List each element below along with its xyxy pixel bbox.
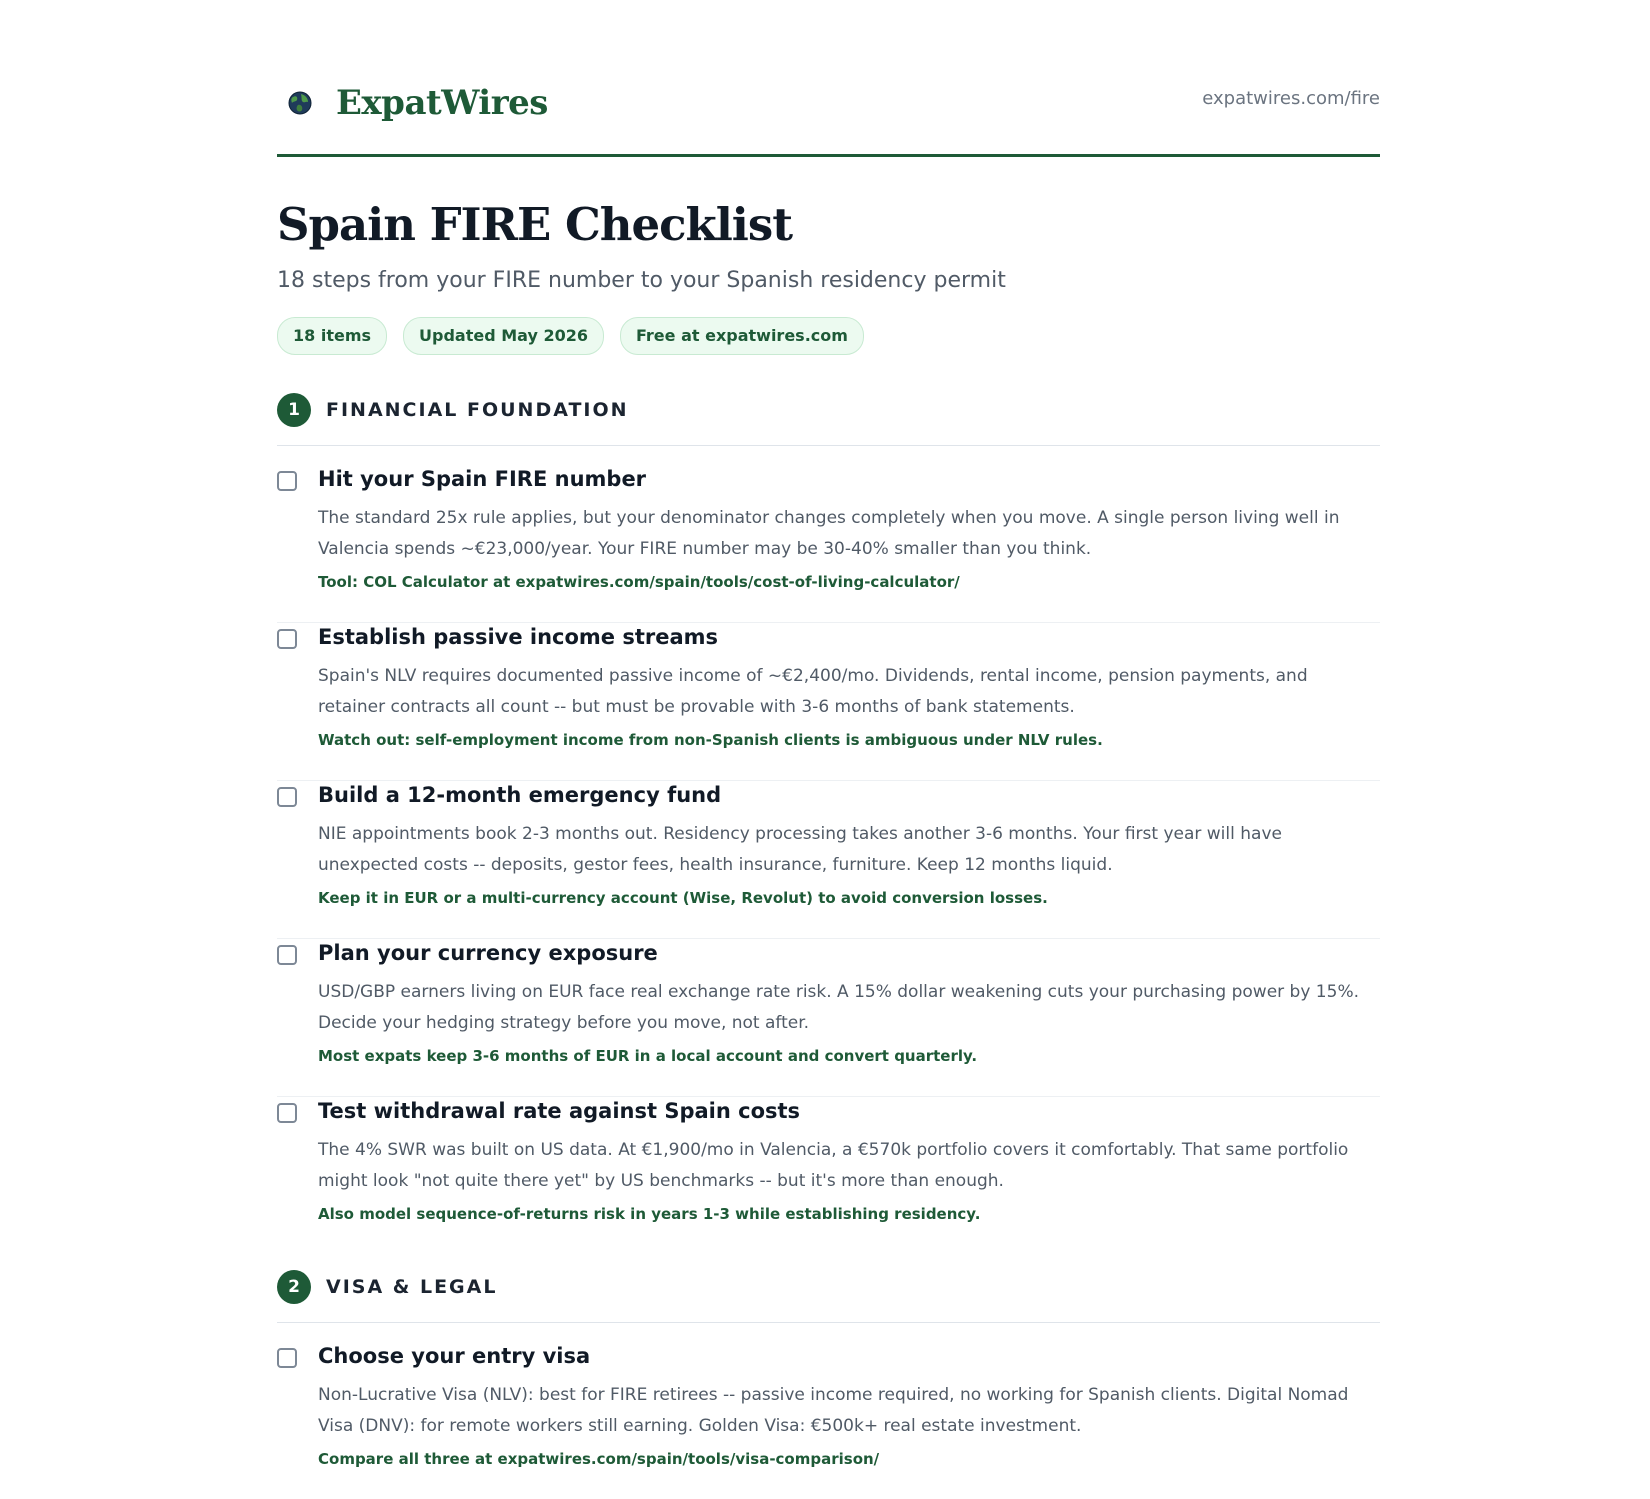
checklist-item — [277, 1097, 1380, 1254]
item-note: Tool: COL Calculator at expatwires.com/spain/tools/cost-of-living-calculator/ — [318, 573, 960, 591]
page-title: Spain FIRE Checklist — [277, 198, 793, 251]
globe-icon — [288, 91, 312, 115]
section-header — [277, 393, 1380, 446]
item-title: Plan your currency exposure — [318, 941, 658, 965]
item-description: Spain's NLV requires documented passive income of ~€2,400/mo. Dividends, rental income, pension payments, and retainer contracts all count -- but must be provable with 3-6 months of bank statements. — [318, 666, 1308, 717]
item-count-badge: 18 items — [277, 317, 387, 355]
section-title: VISA & LEGAL — [326, 1276, 498, 1298]
section-header — [277, 1270, 1380, 1323]
source-badge: Free at expatwires.com — [620, 317, 864, 355]
item-description: USD/GBP earners living on EUR face real exchange rate risk. A 15% dollar weakening cuts your purchasing power by 15%. Decide your hedging strategy before you move, not after. — [318, 982, 1360, 1033]
section-number: 2 — [277, 1270, 311, 1304]
item-description: NIE appointments book 2-3 months out. Residency processing takes another 3-6 months. Your first year will have unexpected costs -- deposits, gestor fees, health insurance, furniture. Keep 12 months liquid. — [318, 824, 1282, 875]
item-title: Build a 12-month emergency fund — [318, 783, 722, 807]
checkbox[interactable] — [277, 471, 297, 491]
checkbox[interactable] — [277, 1348, 297, 1368]
brand-name: ExpatWires — [336, 83, 548, 123]
section-financial-foundation — [277, 393, 1380, 1223]
checklist-item — [277, 623, 1380, 781]
item-note: Keep it in EUR or a multi-currency account (Wise, Revolut) to avoid conversion losses. — [318, 889, 1048, 907]
item-note: Watch out: self-employment income from non-Spanish clients is ambiguous under NLV rules. — [318, 731, 1103, 749]
checklist-item — [277, 939, 1380, 1097]
checkbox[interactable] — [277, 629, 297, 649]
checklist-item — [277, 1342, 1380, 1499]
checkbox[interactable] — [277, 945, 297, 965]
item-note: Most expats keep 3-6 months of EUR in a local account and convert quarterly. — [318, 1047, 978, 1065]
section-visa-legal — [277, 1270, 1380, 1468]
item-note: Compare all three at expatwires.com/spain/tools/visa-comparison/ — [318, 1450, 880, 1468]
updated-badge: Updated May 2026 — [403, 317, 604, 355]
meta-pills — [277, 317, 864, 355]
item-description: Non-Lucrative Visa (NLV): best for FIRE retirees -- passive income required, no working for Spanish clients. Digital Nomad Visa (DNV): for remote workers still earning. Golden Visa: €500k+ real estate investment. — [318, 1385, 1349, 1436]
section-number: 1 — [277, 393, 311, 427]
item-description: The standard 25x rule applies, but your denominator changes completely when you move. A single person living well in Valencia spends ~€23,000/year. Your FIRE number may be 30-40% smaller than you think. — [318, 508, 1340, 559]
checkbox[interactable] — [277, 787, 297, 807]
section-title: FINANCIAL FOUNDATION — [326, 399, 629, 421]
checklist-item — [277, 781, 1380, 939]
header-divider — [277, 154, 1380, 157]
checkbox[interactable] — [277, 1103, 297, 1123]
item-title: Establish passive income streams — [318, 625, 719, 649]
brand[interactable] — [277, 78, 548, 128]
item-title: Choose your entry visa — [318, 1344, 591, 1368]
page-subtitle: 18 steps from your FIRE number to your Spanish residency permit — [277, 268, 1006, 293]
item-title: Hit your Spain FIRE number — [318, 467, 647, 491]
item-title: Test withdrawal rate against Spain costs — [318, 1099, 801, 1123]
item-description: The 4% SWR was built on US data. At €1,900/mo in Valencia, a €570k portfolio covers it comfortably. That same portfolio might look "not quite there yet" by US benchmarks -- but it's more than enough. — [318, 1140, 1349, 1191]
site-url[interactable]: expatwires.com/fire — [1202, 88, 1380, 109]
item-note: Also model sequence-of-returns risk in years 1-3 while establishing residency. — [318, 1205, 981, 1223]
checklist-item — [277, 465, 1380, 623]
